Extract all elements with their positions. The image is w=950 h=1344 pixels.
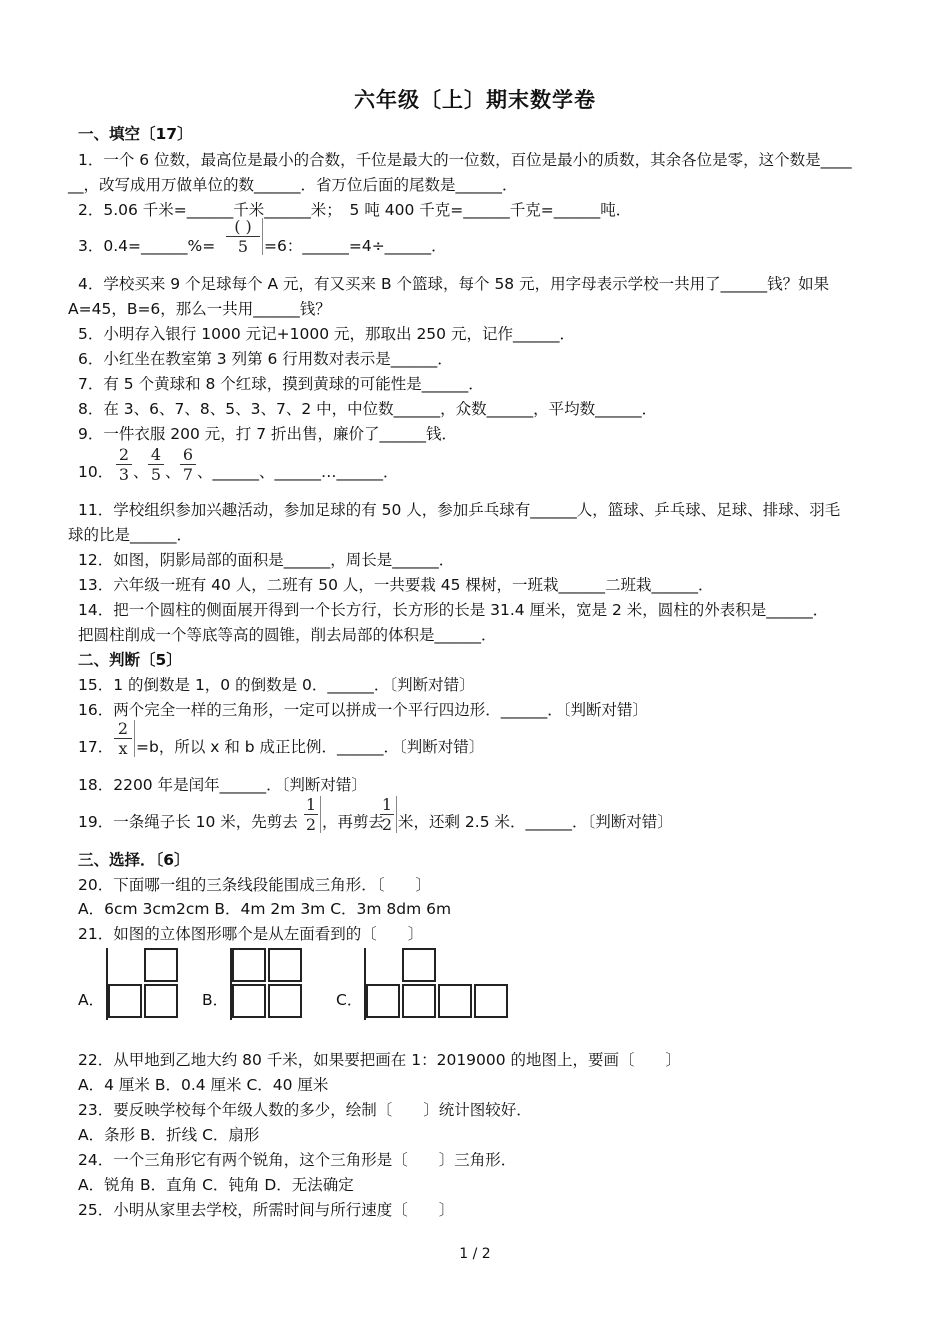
figure-square (474, 984, 508, 1018)
question-20: 20．下面哪一组的三条线段能围成三角形．〔 〕 (78, 876, 431, 894)
figure-square (438, 984, 472, 1018)
fraction-numerator: 2 (118, 445, 130, 464)
question-17-fraction (114, 720, 135, 757)
fraction-denominator: 5 (237, 237, 249, 256)
section-heading-multiple-choice: 三、选择．〔6〕 (78, 851, 190, 869)
question-21-option-c-label: C． (336, 991, 363, 1009)
question-15: 15．1 的倒数是 1，0 的倒数是 0．______．〔判断对错〕 (78, 676, 475, 694)
question-22-options: A．4 厘米 B．0.4 厘米 C．40 厘米 (78, 1076, 329, 1094)
figure-square (232, 984, 266, 1018)
question-10-fraction-1 (116, 446, 132, 483)
question-17-prefix: 17． (78, 738, 114, 756)
figure-square (366, 984, 400, 1018)
fraction-denominator: 3 (118, 465, 130, 484)
question-21-figure-b (230, 948, 306, 1020)
question-24-options: A．锐角 B．直角 C．钝角 D．无法确定 (78, 1176, 354, 1194)
question-3-suffix: =6：______=4÷______． (264, 237, 447, 255)
question-20-options: A．6cm 3cm2cm B．4m 2m 3m C．3m 8dm 6m (78, 900, 452, 918)
question-4-line-2: A=45，B=6，那么一共用______钱？ (68, 300, 331, 318)
question-1-line-2: __，改写成用万做单位的数______．省万位后面的尾数是______． (68, 176, 518, 194)
fraction-denominator: x (118, 739, 128, 758)
question-11-line-1: 11．学校组织参加兴趣活动，参加足球的有 50 人，参加乒乓球有______人，篮球、乒乓球、足球、排球、羽毛 (78, 501, 841, 519)
question-11-line-2: 球的比是______． (68, 526, 193, 544)
question-4-line-1: 4．学校买来 9 个足球每个 A 元，有又买来 B 个篮球，每个 58 元，用字母表示学校一共用了______钱？如果 (78, 275, 830, 293)
question-21-figure-a (106, 948, 182, 1020)
question-18: 18．2200 年是闰年______．〔判断对错〕 (78, 776, 367, 794)
question-10-prefix: 10． (78, 463, 114, 481)
question-8: 8．在 3、6、7、8、5、3、7、2 中，中位数______，众数______，平均数______． (78, 400, 658, 418)
page-number: 1 / 2 (459, 1246, 491, 1262)
question-16: 16．两个完全一样的三角形，一定可以拼成一个平行四边形．______．〔判断对错〕 (78, 701, 648, 719)
fraction-denominator: 5 (150, 465, 162, 484)
question-10-suffix: 、______、______…______． (197, 463, 399, 481)
question-10-separator-2: 、 (165, 463, 181, 481)
question-19-suffix: 米，还剩 2.5 米．______．〔判断对错〕 (398, 813, 673, 831)
page-title: 六年级〔上〕期末数学卷 (354, 88, 596, 112)
figure-square (144, 948, 178, 982)
fraction-numerator: ( ) (234, 217, 252, 236)
question-3-prefix: 3．0.4=______%= (78, 237, 216, 255)
question-25: 25．小明从家里去学校，所需时间与所行速度〔 〕 (78, 1201, 455, 1219)
question-19-middle: ，再剪去 (322, 813, 385, 831)
fraction-numerator: 1 (305, 795, 317, 814)
fraction-numerator: 4 (150, 445, 162, 464)
figure-square (144, 984, 178, 1018)
question-17-suffix: =b，所以 x 和 b 成正比例．______．〔判断对错〕 (136, 738, 485, 756)
question-21-option-a-label: A． (78, 991, 105, 1009)
question-19-fraction-1 (304, 796, 321, 833)
fraction-numerator: 1 (381, 795, 393, 814)
question-21-figure-c (364, 948, 510, 1020)
fraction-numerator: 2 (117, 719, 129, 738)
question-13: 13．六年级一班有 40 人，二班有 50 人，一共要栽 45 棵树，一班栽______二班栽______． (78, 576, 714, 594)
question-10-fraction-2 (148, 446, 164, 483)
figure-square (232, 948, 266, 982)
question-21: 21．如图的立体图形哪个是从左面看到的〔 〕 (78, 925, 424, 943)
figure-square (108, 984, 142, 1018)
question-2: 2．5.06 千米=______千米______米； 5 吨 400 千克=______千克=______吨． (78, 201, 632, 219)
section-heading-fill-in: 一、填空〔17〕 (78, 125, 193, 143)
question-7: 7．有 5 个黄球和 8 个红球，摸到黄球的可能性是______． (78, 375, 484, 393)
figure-square (268, 948, 302, 982)
question-23: 23．要反映学校每个年级人数的多少，绘制〔 〕统计图较好． (78, 1101, 532, 1119)
question-9: 9．一件衣服 200 元，打 7 折出售，廉价了______钱． (78, 425, 458, 443)
question-19-prefix: 19．一条绳子长 10 米，先剪去 (78, 813, 298, 831)
question-14-line-1: 14．把一个圆柱的侧面展开得到一个长方行，长方形的长是 31.4 厘米，宽是 2 米，圆柱的外表积是______． (78, 601, 829, 619)
question-23-options: A．条形 B．折线 C．扇形 (78, 1126, 260, 1144)
figure-square (402, 948, 436, 982)
figure-square (268, 984, 302, 1018)
figure-square (402, 984, 436, 1018)
question-14-line-2: 把圆柱削成一个等底等高的圆锥，削去局部的体积是______． (78, 626, 497, 644)
fraction-numerator: 6 (182, 445, 194, 464)
question-3-fraction (226, 218, 263, 255)
question-22: 22．从甲地到乙地大约 80 千米，如果要把画在 1：2019000 的地图上，要画〔 〕 (78, 1051, 682, 1069)
fraction-denominator: 2 (305, 815, 317, 834)
question-10-separator-1: 、 (133, 463, 149, 481)
question-12: 12．如图，阴影局部的面积是______，周长是______． (78, 551, 455, 569)
question-19-fraction-2 (380, 796, 397, 833)
section-heading-true-false: 二、判断〔5〕 (78, 651, 182, 669)
question-6: 6．小红坐在教室第 3 列第 6 行用数对表示是______． (78, 350, 453, 368)
fraction-denominator: 7 (182, 465, 194, 484)
question-1-line-1: 1．一个 6 位数，最高位是最小的合数，千位是最大的一位数，百位是最小的质数，其余各位是零，这个数是____ (78, 151, 852, 169)
question-24: 24．一个三角形它有两个锐角，这个三角形是〔 〕三角形． (78, 1151, 517, 1169)
fraction-denominator: 2 (381, 815, 393, 834)
question-5: 5．小明存入银行 1000 元记+1000 元，那取出 250 元，记作______． (78, 325, 575, 343)
question-10-fraction-3 (180, 446, 196, 483)
question-21-option-b-label: B． (202, 991, 229, 1009)
